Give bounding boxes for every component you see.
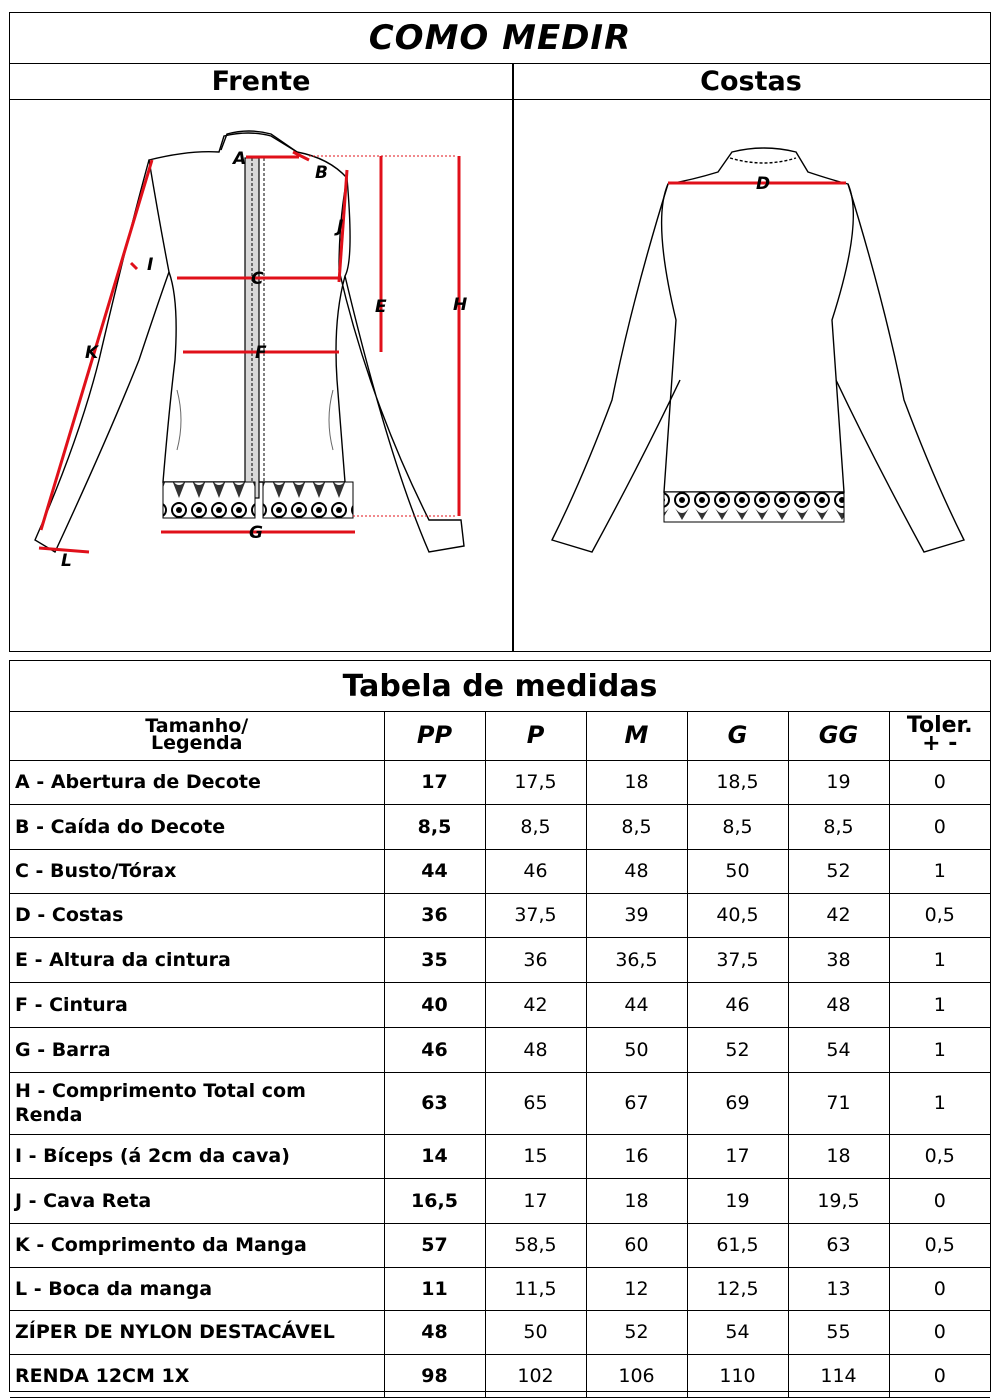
size-value: 42 [485,982,586,1027]
measure-label: C - Busto/Tórax [10,849,384,893]
size-value: 36,5 [586,937,687,982]
size-value: 52 [687,1027,788,1072]
size-header: G [687,711,788,760]
size-value: 57 [384,1223,485,1267]
lace-hem-back [664,492,844,522]
table-header-row [10,711,990,760]
size-value: 12,5 [687,1267,788,1310]
tolerance-value: 0 [889,1178,990,1223]
tolerance-value: 0,5 [889,1223,990,1267]
size-value: 19,5 [788,1178,889,1223]
size-value: 46 [384,1027,485,1072]
tolerance-value: 0 [889,1267,990,1310]
size-value: 54 [687,1310,788,1354]
size-value: 63 [384,1072,485,1134]
size-value: 19 [687,1178,788,1223]
marker-l: L [61,551,72,571]
size-table [10,711,990,1398]
table-row [10,1267,990,1310]
size-value: 44 [586,982,687,1027]
measure-label: F - Cintura [10,982,384,1027]
tolerance-value: 0 [889,1354,990,1397]
tolerance-value: 0,5 [889,1134,990,1178]
size-value: 110 [687,1354,788,1397]
size-value: 17 [687,1134,788,1178]
size-value: 52 [788,849,889,893]
size-value: 58,5 [485,1223,586,1267]
size-value: 38 [788,937,889,982]
size-value: 17,5 [485,760,586,804]
size-value: 36 [485,937,586,982]
table-row [10,804,990,849]
tolerance-value: 1 [889,849,990,893]
measure-label: E - Altura da cintura [10,937,384,982]
size-value: 60 [586,1223,687,1267]
table-row [10,1178,990,1223]
table-row [10,937,990,982]
measure-label: A - Abertura de Decote [10,760,384,804]
table-title: Tabela de medidas [10,661,990,712]
size-value: 14 [384,1134,485,1178]
table-row [10,1027,990,1072]
size-value: 44 [384,849,485,893]
size-value: 65 [485,1072,586,1134]
marker-j: J [337,217,344,237]
size-value: 42 [788,893,889,937]
size-value: 52 [586,1310,687,1354]
measure-label: B - Caída do Decote [10,804,384,849]
back-garment-diagram [512,100,990,650]
size-value: 106 [586,1354,687,1397]
measure-label: H - Comprimento Total com Renda [10,1072,384,1134]
size-value: 17 [485,1178,586,1223]
legend-header: Tamanho/ Legenda [10,711,384,760]
table-row [10,1354,990,1397]
page-title: COMO MEDIR [10,13,990,64]
size-table-panel [9,660,991,1392]
marker-k: K [85,343,99,363]
measure-label: D - Costas [10,893,384,937]
size-value: 35 [384,937,485,982]
marker-f: F [255,343,267,363]
size-value: 61,5 [687,1223,788,1267]
size-value: 8,5 [586,804,687,849]
table-row [10,1310,990,1354]
size-value: 8,5 [687,804,788,849]
size-value: 8,5 [485,804,586,849]
size-value: 15 [485,1134,586,1178]
size-value: 48 [384,1310,485,1354]
view-header-row [10,63,990,100]
size-value: 17 [384,760,485,804]
lace-hem-right [263,482,353,518]
measure-label: G - Barra [10,1027,384,1072]
marker-g: G [249,523,263,543]
size-value: 8,5 [788,804,889,849]
measure-label: L - Boca da manga [10,1267,384,1310]
marker-e: E [375,297,387,317]
size-value: 8,5 [384,804,485,849]
size-value: 54 [788,1027,889,1072]
size-value: 63 [788,1223,889,1267]
size-value: 11,5 [485,1267,586,1310]
size-value: 71 [788,1072,889,1134]
size-value: 48 [788,982,889,1027]
measure-label: K - Comprimento da Manga [10,1223,384,1267]
size-value: 18 [788,1134,889,1178]
size-value: 18 [586,1178,687,1223]
tolerance-value: 0 [889,1310,990,1354]
size-value: 48 [485,1027,586,1072]
size-header: M [586,711,687,760]
tolerance-value: 1 [889,982,990,1027]
lace-hem-left [163,482,255,518]
front-garment-diagram [9,100,509,650]
measure-label: RENDA 12CM 1X [10,1354,384,1397]
size-header: PP [384,711,485,760]
size-value: 13 [788,1267,889,1310]
table-row [10,982,990,1027]
measure-label: I - Bíceps (á 2cm da cava) [10,1134,384,1178]
size-value: 12 [586,1267,687,1310]
size-value: 114 [788,1354,889,1397]
size-value: 11 [384,1267,485,1310]
measure-label: J - Cava Reta [10,1178,384,1223]
marker-a: A [233,149,247,169]
marker-d: D [756,174,771,194]
size-value: 98 [384,1354,485,1397]
size-value: 102 [485,1354,586,1397]
back-outline [552,148,964,552]
table-row [10,1134,990,1178]
size-value: 37,5 [687,937,788,982]
table-row [10,893,990,937]
table-row [10,849,990,893]
size-value: 55 [788,1310,889,1354]
size-header: GG [788,711,889,760]
size-value: 19 [788,760,889,804]
front-view-label: Frente [211,65,311,97]
marker-b: B [315,163,328,183]
tolerance-value: 1 [889,1072,990,1134]
tolerance-value: 1 [889,1027,990,1072]
tolerance-value: 0 [889,804,990,849]
size-value: 69 [687,1072,788,1134]
marker-i: I [147,255,154,275]
tolerance-value: 0 [889,760,990,804]
size-value: 18 [586,760,687,804]
size-value: 16,5 [384,1178,485,1223]
table-row [10,760,990,804]
marker-h: H [453,295,468,315]
tolerance-value: 1 [889,937,990,982]
table-row [10,1223,990,1267]
size-value: 37,5 [485,893,586,937]
table-row [10,1072,990,1134]
size-value: 46 [485,849,586,893]
tolerance-header: Toler. + - [889,711,990,760]
size-header: P [485,711,586,760]
marker-c: C [251,269,264,289]
tolerance-value: 0,5 [889,893,990,937]
size-value: 16 [586,1134,687,1178]
size-value: 46 [687,982,788,1027]
back-view-label: Costas [700,65,802,97]
size-value: 36 [384,893,485,937]
size-value: 67 [586,1072,687,1134]
size-value: 50 [687,849,788,893]
size-value: 50 [586,1027,687,1072]
size-value: 40,5 [687,893,788,937]
size-value: 50 [485,1310,586,1354]
size-value: 40 [384,982,485,1027]
size-value: 18,5 [687,760,788,804]
size-value: 39 [586,893,687,937]
measure-label: ZÍPER DE NYLON DESTACÁVEL [10,1310,384,1354]
size-value: 48 [586,849,687,893]
